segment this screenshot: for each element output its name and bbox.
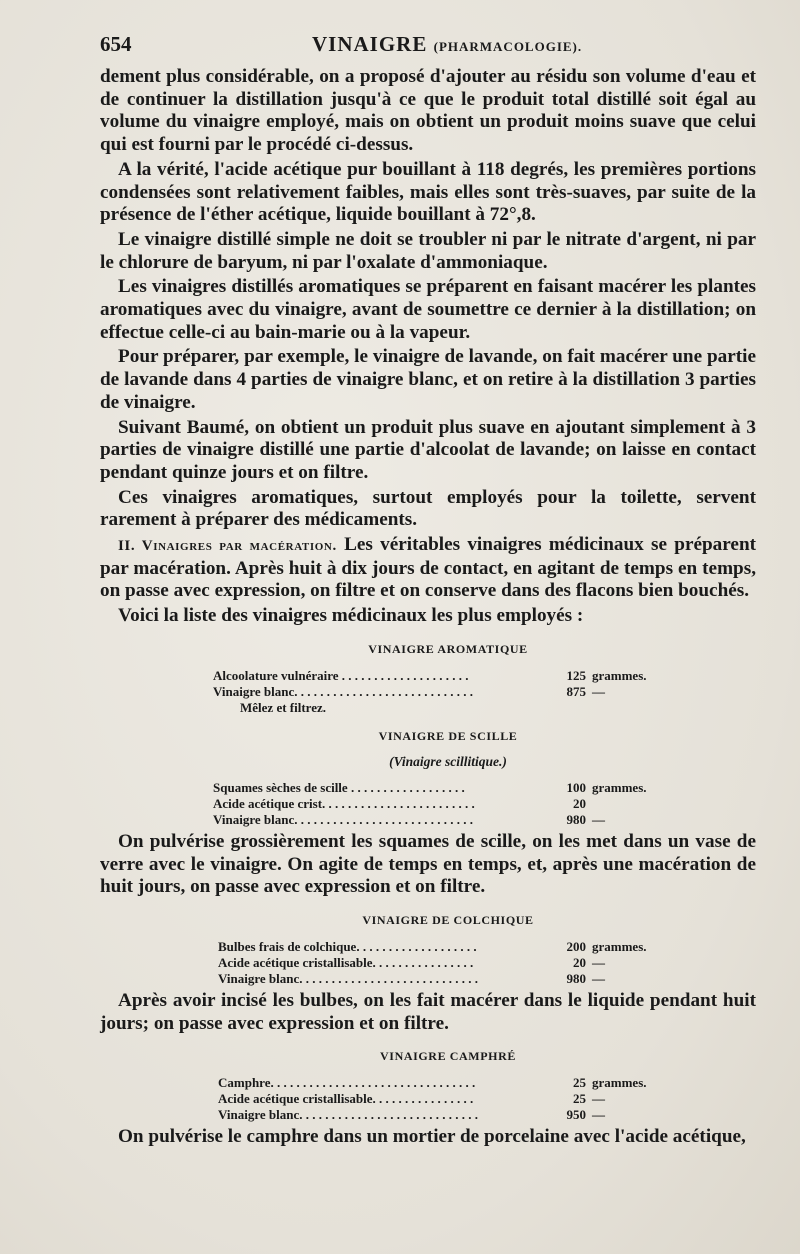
recipe-row [100, 777, 756, 793]
ingredient: Camphre. . . . . . . . . . . . . . . . . . . . . . . . . . . . . . . . [218, 1074, 476, 1090]
unit: — [592, 1090, 605, 1106]
paragraph: A la vérité, l'acide acétique pur bouillant à 118 degrés, les premières portions condensées sont relativement faibles, mais elles sont très-suaves, par suite de la présence de l'éther acétique, liquide bouillant à 72°,8. [100, 158, 756, 226]
recipe-vinaigre-camphre [100, 1045, 756, 1120]
unit: — [592, 683, 605, 699]
recipe-title: VINAIGRE CAMPHRÉ [380, 1049, 516, 1064]
quantity: 950 [566, 1106, 586, 1122]
recipe-row [100, 968, 756, 984]
recipe-row [100, 1088, 756, 1104]
running-title [312, 32, 582, 57]
paragraph: Après avoir incisé les bulbes, on les fait macérer dans le liquide pendant huit jours; on passe avec expression et on filtre. [100, 989, 756, 1034]
recipe-row [100, 809, 756, 825]
unit: — [592, 970, 605, 986]
quantity: 980 [566, 970, 586, 986]
section-heading: II. Vinaigres par macération. [118, 538, 337, 555]
section-text: Les véritables vinaigres médicinaux se préparent par macération. Après huit à dix jours de contact, en agitant de temps en temps, on passe avec expression, on filtre et on conserve dans des flacons bien bouchés. [100, 534, 756, 602]
paragraph: dement plus considérable, on a proposé d'ajouter au résidu son volume d'eau et de continuer la distillation jusqu'à ce que le produit total distillé soit égal au volume du vinaigre employé, mais on obtient un produit moins suave que celui qui est fourni par le procédé ci-dessus. [100, 66, 756, 156]
page-number: 654 [100, 32, 132, 56]
paragraph: Les vinaigres distillés aromatiques se préparent en faisant macérer les plantes aromatiques avec du vinaigre, avant de soumettre ce dernier à la distillation; on effectue celle-ci au bain-marie ou à la vapeur. [100, 276, 756, 343]
running-title-main: VINAIGRE [312, 32, 428, 56]
recipe-row [100, 681, 756, 697]
quantity: 980 [566, 811, 586, 827]
ingredient: Acide acétique cristallisable. . . . . . . . . . . . . . . . [218, 1090, 474, 1106]
ingredient: Bulbes frais de colchique. . . . . . . . . . . . . . . . . . . [218, 938, 477, 954]
quantity: 25 [573, 1074, 586, 1090]
paragraph: Le vinaigre distillé simple ne doit se troubler ni par le nitrate d'argent, ni par le chlorure de baryum, ni par l'oxalate d'ammoniaque. [100, 228, 756, 273]
unit: — [592, 811, 605, 827]
unit: grammes. [592, 779, 647, 795]
ingredient: Alcoolature vulnéraire . . . . . . . . . . . . . . . . . . . . [213, 667, 469, 683]
list-intro: Voici la liste des vinaigres médicinaux les plus employés : [118, 605, 584, 627]
recipe-row [100, 793, 756, 809]
quantity: 100 [566, 779, 586, 795]
recipe-row [100, 952, 756, 968]
section-ii-paragraph [100, 534, 756, 603]
quantity: 20 [573, 795, 586, 811]
recipe-title: VINAIGRE DE COLCHIQUE [362, 913, 534, 928]
unit: grammes. [592, 1074, 647, 1090]
running-title-sub: (PHARMACOLOGIE). [433, 39, 583, 54]
recipe-vinaigre-de-scille [100, 725, 756, 825]
quantity: 20 [573, 954, 586, 970]
paragraph: On pulvérise grossièrement les squames de scille, on les met dans un vase de verre avec le vinaigre. On agite de temps en temps, et, après une macération de huit jours, on passe avec expression et on filtre. [100, 830, 756, 898]
recipe-row [100, 1104, 756, 1120]
recipe-title: VINAIGRE AROMATIQUE [368, 641, 528, 656]
paragraph: Ces vinaigres aromatiques, surtout employés pour la toilette, servent rarement à préparer des médicaments. [100, 486, 756, 531]
body-text [100, 66, 756, 1149]
ingredient: Vinaigre blanc. . . . . . . . . . . . . . . . . . . . . . . . . . . . [213, 683, 474, 699]
unit: grammes. [592, 938, 647, 954]
unit: — [592, 954, 605, 970]
ingredient: Vinaigre blanc. . . . . . . . . . . . . . . . . . . . . . . . . . . . [213, 811, 474, 827]
paragraph: Pour préparer, par exemple, le vinaigre de lavande, on fait macérer une partie de lavande dans 4 parties de vinaigre blanc, et on retire à la distillation 3 parties de vinaigre. [100, 346, 756, 413]
recipe-note: Mêlez et filtrez. [240, 699, 326, 715]
ingredient: Acide acétique cristallisable. . . . . . . . . . . . . . . . [218, 954, 474, 970]
recipe-row [100, 936, 756, 952]
ingredient: Acide acétique crist. . . . . . . . . . . . . . . . . . . . . . . . [213, 795, 475, 811]
paragraph: Suivant Baumé, on obtient un produit plus suave en ajoutant simplement à 3 parties de vinaigre distillé une partie d'alcoolat de lavande; on laisse en contact pendant quinze jours et on filtre. [100, 416, 756, 483]
quantity: 25 [573, 1090, 586, 1106]
quantity: 125 [566, 667, 586, 683]
unit: grammes. [592, 667, 647, 683]
unit: — [592, 1106, 605, 1122]
quantity: 200 [566, 938, 586, 954]
recipe-vinaigre-aromatique [100, 638, 756, 715]
ingredient: Vinaigre blanc. . . . . . . . . . . . . . . . . . . . . . . . . . . . [218, 970, 479, 986]
ingredient: Vinaigre blanc. . . . . . . . . . . . . . . . . . . . . . . . . . . . [218, 1106, 479, 1122]
recipe-title: VINAIGRE DE SCILLE [378, 728, 518, 743]
ingredient: Squames sèches de scille . . . . . . . . . . . . . . . . . . [213, 779, 465, 795]
recipe-row [100, 1072, 756, 1088]
quantity: 875 [566, 683, 586, 699]
recipe-vinaigre-de-colchique [100, 909, 756, 984]
page-header [100, 26, 756, 66]
recipe-row [100, 665, 756, 681]
paragraph: On pulvérise le camphre dans un mortier de porcelaine avec l'acide acétique, [118, 1125, 746, 1147]
recipe-subtitle: (Vinaigre scillitique.) [389, 754, 507, 770]
